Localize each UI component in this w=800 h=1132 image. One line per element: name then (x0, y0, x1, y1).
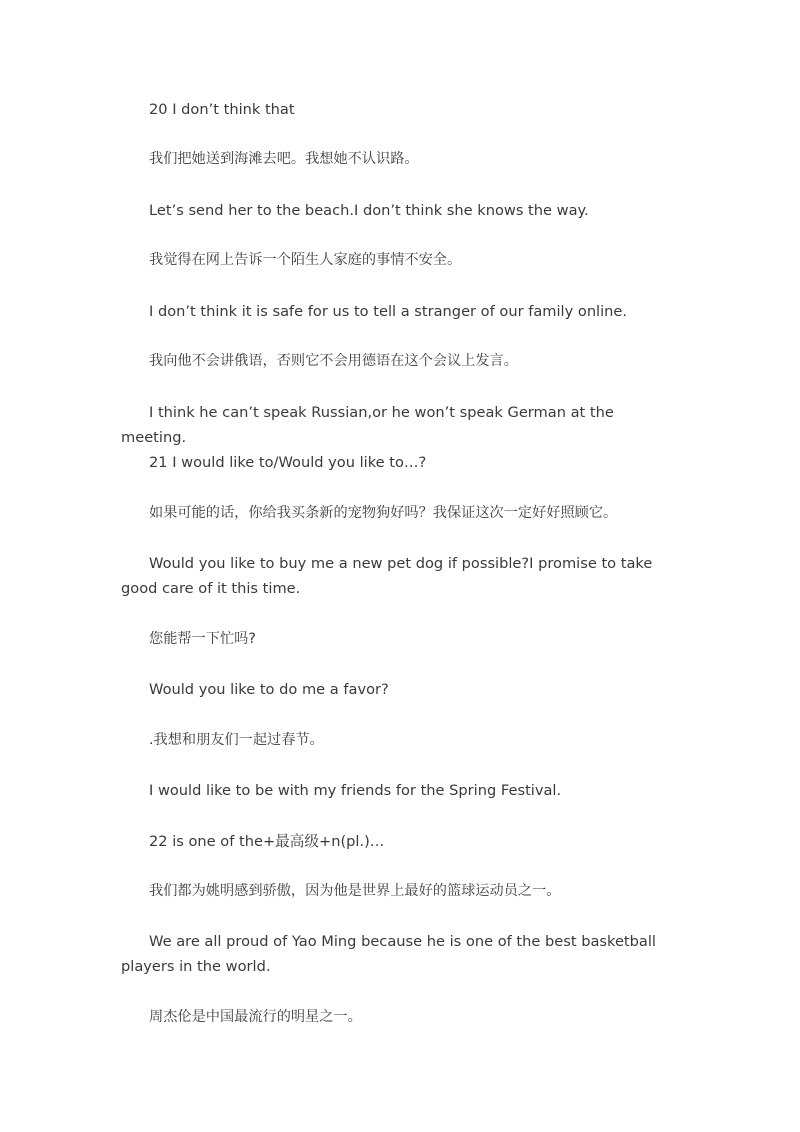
english-sentence: I don’t think it is safe for us to tell a stranger of our family online. (149, 303, 628, 320)
chinese-sentence: .我想和朋友们一起过春节。 (149, 732, 324, 748)
chinese-sentence: 我们把她送到海滩去吧。我想她不认识路。 (149, 151, 419, 167)
english-sentence: I would like to be with my friends for the Spring Festival. (149, 782, 562, 799)
english-sentence: Let’s send her to the beach.I don’t think she knows the way. (149, 202, 589, 219)
chinese-sentence: 我向他不会讲俄语，否则它不会用德语在这个会议上发言。 (149, 353, 518, 369)
chinese-sentence: 周杰伦是中国最流行的明星之一。 (149, 1009, 362, 1025)
chinese-sentence: 如果可能的话，你给我买条新的宠物狗好吗？我保证这次一定好好照顾它。 (149, 505, 618, 521)
english-sentence: Would you like to do me a favor? (149, 681, 389, 698)
section-heading-22: 22 is one of the+最高级+n(pl.)… (149, 833, 385, 850)
section-heading-20: 20 I don’t think that (149, 101, 295, 118)
section-heading-21: 21 I would like to/Would you like to…? (149, 454, 427, 471)
english-sentence: Would you like to buy me a new pet dog if possible?I promise to take good care of it this time. (121, 555, 653, 597)
chinese-sentence: 我们都为姚明感到骄傲，因为他是世界上最好的篮球运动员之一。 (149, 883, 561, 899)
chinese-sentence: 您能帮一下忙吗? (149, 631, 256, 647)
english-sentence: I think he can’t speak Russian,or he won’t speak German at the meeting. (121, 404, 614, 446)
chinese-sentence: 我觉得在网上告诉一个陌生人家庭的事情不安全。 (149, 252, 462, 268)
english-sentence: We are all proud of Yao Ming because he is one of the best basketball players in the world. (121, 933, 656, 975)
